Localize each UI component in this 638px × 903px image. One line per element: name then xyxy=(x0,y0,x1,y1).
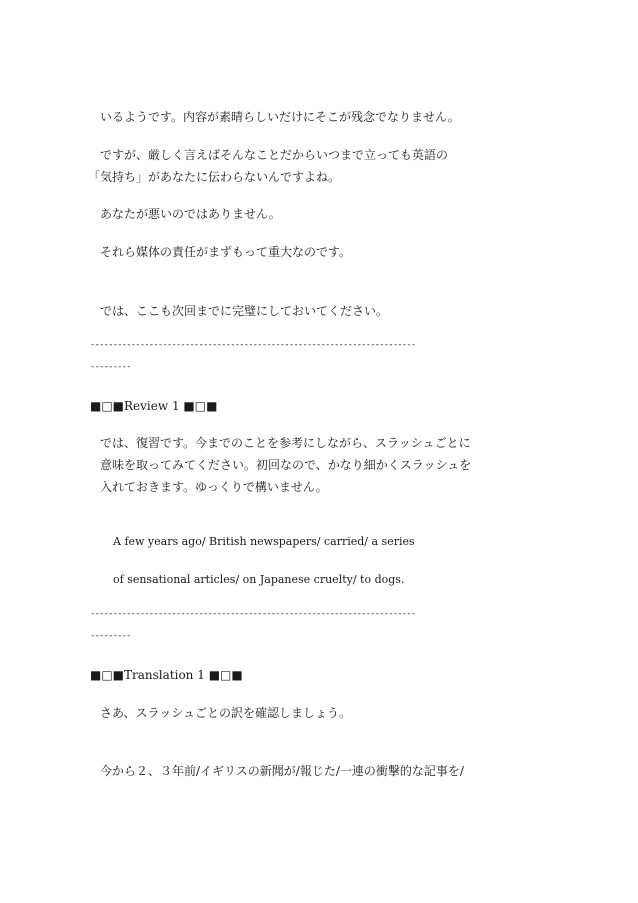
translation-line-2: 今から２、３年前/イギリスの新聞が/報じた/一連の衝撃的な記事を/ xyxy=(100,764,464,778)
review-english-line-2: of sensational articles/ on Japanese cruelty/ to dogs. xyxy=(113,573,405,586)
heading-marker-right: ■□■ xyxy=(183,399,218,413)
translation-line-1: さあ、スラッシュごとの訳を確認しましょう。 xyxy=(100,706,352,720)
paragraph-2-line-1: ですが、厳しく言えばそんなことだからいつまで立っても英語の xyxy=(100,148,449,162)
review-heading-title: Review 1 xyxy=(124,399,180,413)
separator-rule-1-line-2: --------- xyxy=(90,362,131,372)
review-line-3: 入れておきます。ゆっくりで構いません。 xyxy=(100,480,328,494)
separator-rule-2-line-2: --------- xyxy=(90,631,131,641)
review-english-line-1: A few years ago/ British newspapers/ carried/ a series xyxy=(113,535,415,548)
separator-rule-2-line-1: ------------------------------------------------------------------------ xyxy=(90,609,416,619)
heading-marker-right: ■□■ xyxy=(208,668,243,682)
paragraph-2-line-2: 「気持ち」があなたに伝わらないんですよね。 xyxy=(88,170,341,184)
paragraph-1-line-1: いるようです。内容が素晴らしいだけにそこが残念でなりません。 xyxy=(100,110,460,124)
separator-rule-1-line-1: ------------------------------------------------------------------------ xyxy=(90,340,416,350)
review-line-1: では、復習です。今までのことを参考にしながら、スラッシュごとに xyxy=(100,436,471,450)
review-line-2: 意味を取ってみてください。初回なので、かなり細かくスラッシュを xyxy=(100,458,472,472)
review-heading xyxy=(90,399,217,413)
heading-marker-left: ■□■ xyxy=(90,399,125,413)
translation-heading xyxy=(90,668,243,682)
paragraph-5-line-1: では、ここも次回までに完璧にしておいてください。 xyxy=(100,304,389,318)
heading-marker-left: ■□■ xyxy=(90,668,125,682)
translation-heading-title: Translation 1 xyxy=(124,668,205,682)
paragraph-3-line-1: あなたが悪いのではありません。 xyxy=(100,207,281,221)
paragraph-4-line-1: それら媒体の責任がまずもって重大なのです。 xyxy=(100,245,352,259)
